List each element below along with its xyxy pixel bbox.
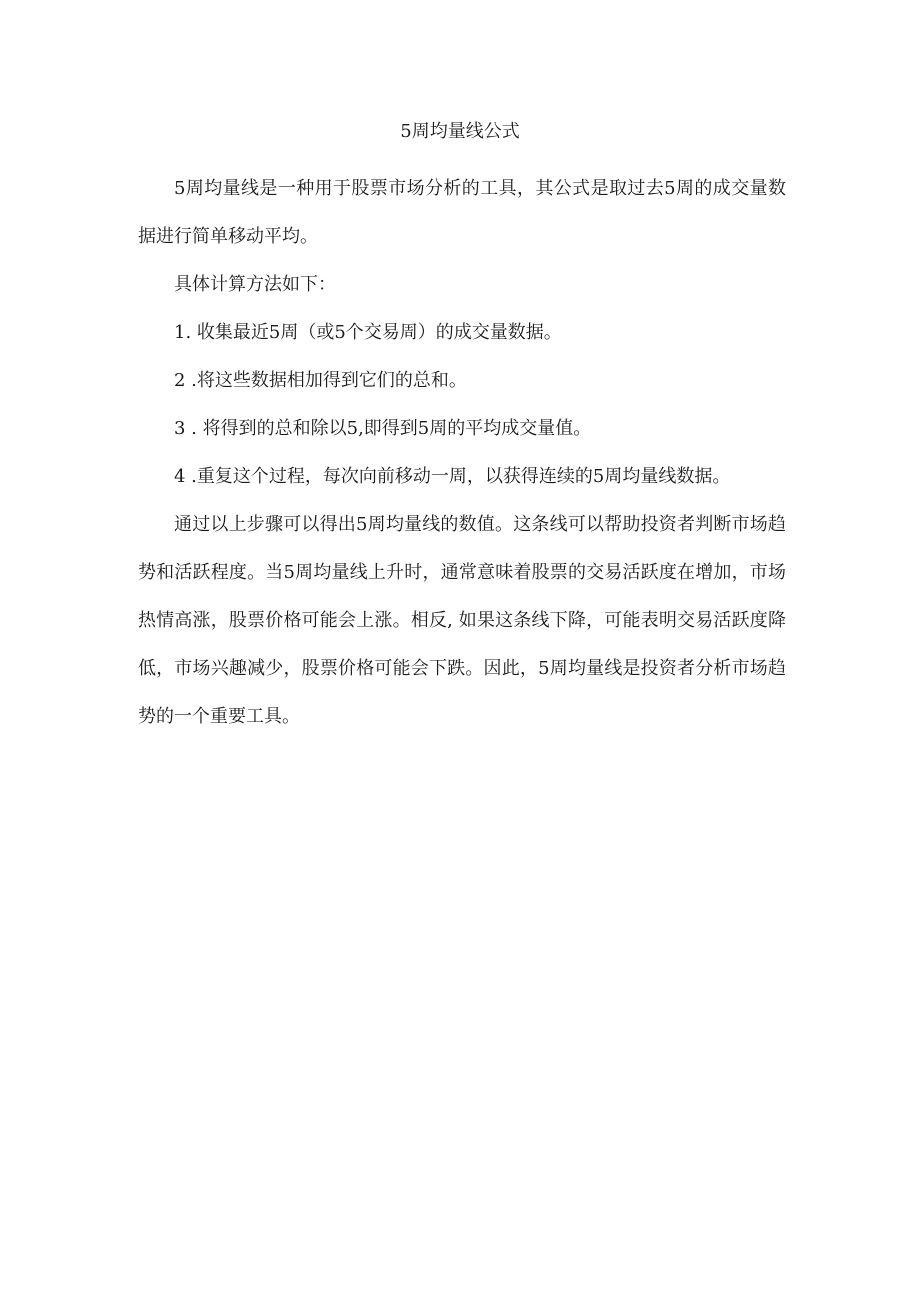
paragraph-method-heading: 具体计算方法如下： (174, 274, 336, 295)
paragraph-step-1: 1. 收集最近5周（或5个交易周）的成交量数据。 (174, 322, 562, 343)
paragraph-conclusion: 通过以上步骤可以得出5周均量线的数值。这条线可以帮助投资者判断市场趋势和活跃程度。当5周均量线上升时，通常意味着股票的交易活跃度在增加，市场热情高涨，股票价格可能会上涨。相反, 如果这条线下降，可能表明交易活跃度降低，市场兴趣减少，股票价格可能会下跌。因此，5周均量线是投资者分析市场趋势的一个重要工具。 (138, 514, 786, 727)
paragraph-intro: 5周均量线是一种用于股票市场分析的工具，其公式是取过去5周的成交量数据进行简单移动平均。 (138, 178, 786, 247)
paragraph-step-3: 3 . 将得到的总和除以5,即得到5周的平均成交量值。 (174, 418, 592, 439)
document-title: 5周均量线公式 (400, 121, 520, 142)
paragraph-step-2: 2 .将这些数据相加得到它们的总和。 (174, 370, 467, 391)
document-body (138, 165, 786, 741)
paragraph-step-4: 4 .重复这个过程，每次向前移动一周，以获得连续的5周均量线数据。 (174, 466, 731, 487)
